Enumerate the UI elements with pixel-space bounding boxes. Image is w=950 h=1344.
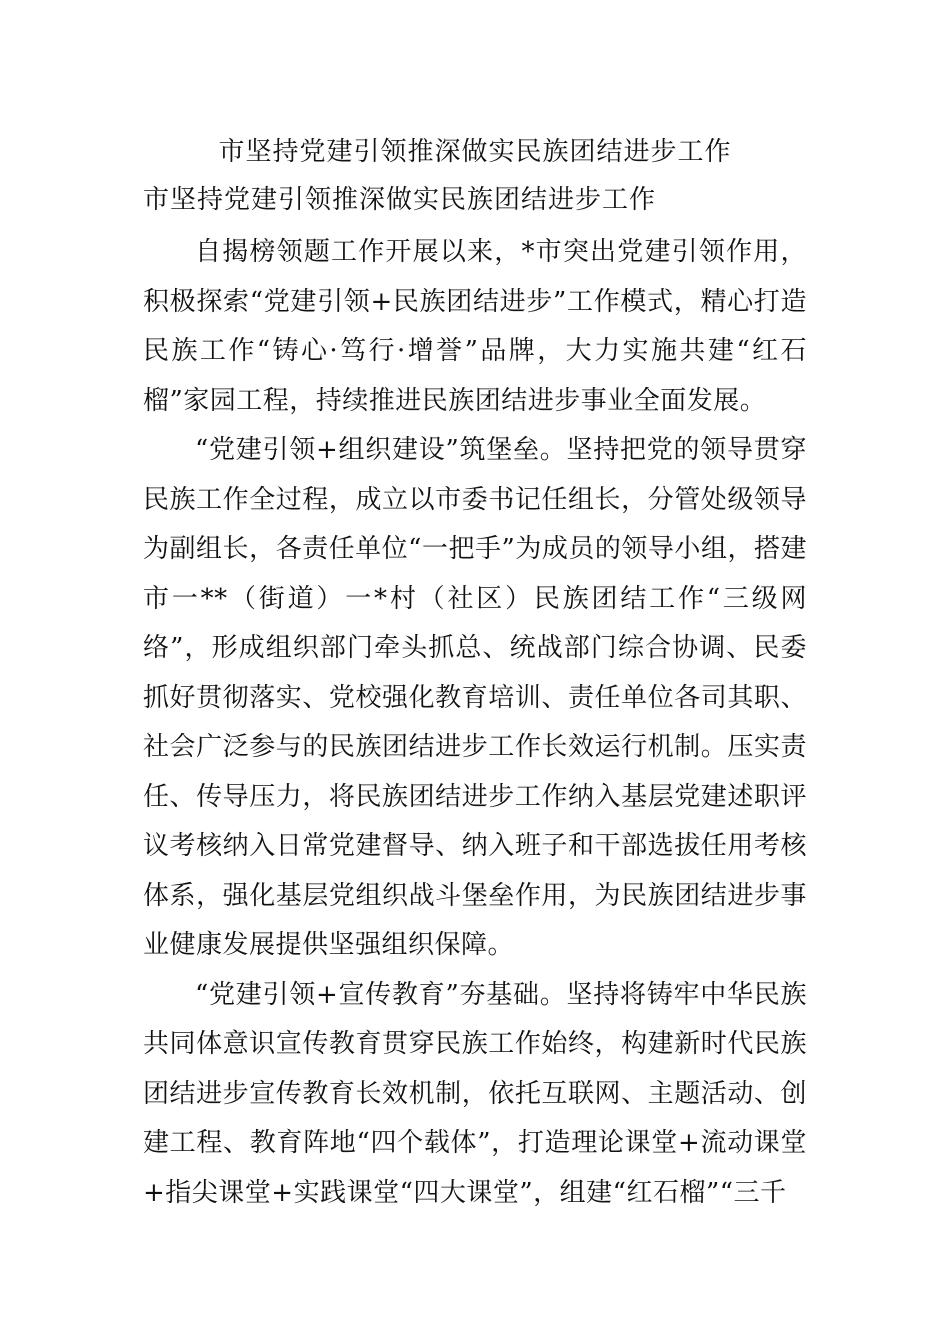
paragraph-organization: “党建引领+组织建设”筑堡垒。坚持把党的领导贯穿民族工作全过程，成立以市委书记任组长，分管处级领导为副组长，各责任单位“一把手”为成员的领导小组，搭建市一**（街道）一*村（社区）民族团结工作“三级网络”，形成组织部门牵头抓总、统战部门综合协调、民委抓好贯彻落实、党校强化教育培训、责任单位各司其职、社会广泛参与的民族团结进步工作长效运行机制。压实责任、传导压力，将民族团结进步工作纳入基层党建述职评议考核纳入日常党建督导、纳入班子和干部选拔任用考核体系，强化基层党组织战斗堡垒作用，为民族团结进步事业健康发展提供坚强组织保障。 [143,435,807,960]
paragraph-intro: 自揭榜领题工作开展以来，*市突出党建引领作用，积极探索“党建引领+民族团结进步”工作模式，精心打造民族工作“铸心·笃行·增誉”品牌，大力实施共建“红石榴”家园工程，持续推进民族团结进步事业全面发展。 [143,237,807,416]
document-subtitle: 市坚持党建引领推深做实民族团结进步工作 [143,185,657,215]
document-body [143,228,807,1218]
document-title: 市坚持党建引领推深做实民族团结进步工作 [218,137,732,167]
paragraph-education: “党建引领+宣传教育”夯基础。坚持将铸牢中华民族共同体意识宣传教育贯穿民族工作始终，构建新时代民族团结进步宣传教育长效机制，依托互联网、主题活动、创建工程、教育阵地“四个载体”，打造理论课堂+流动课堂+指尖课堂+实践课堂“四大课堂”，组建“红石榴”“三千 [143,979,807,1208]
